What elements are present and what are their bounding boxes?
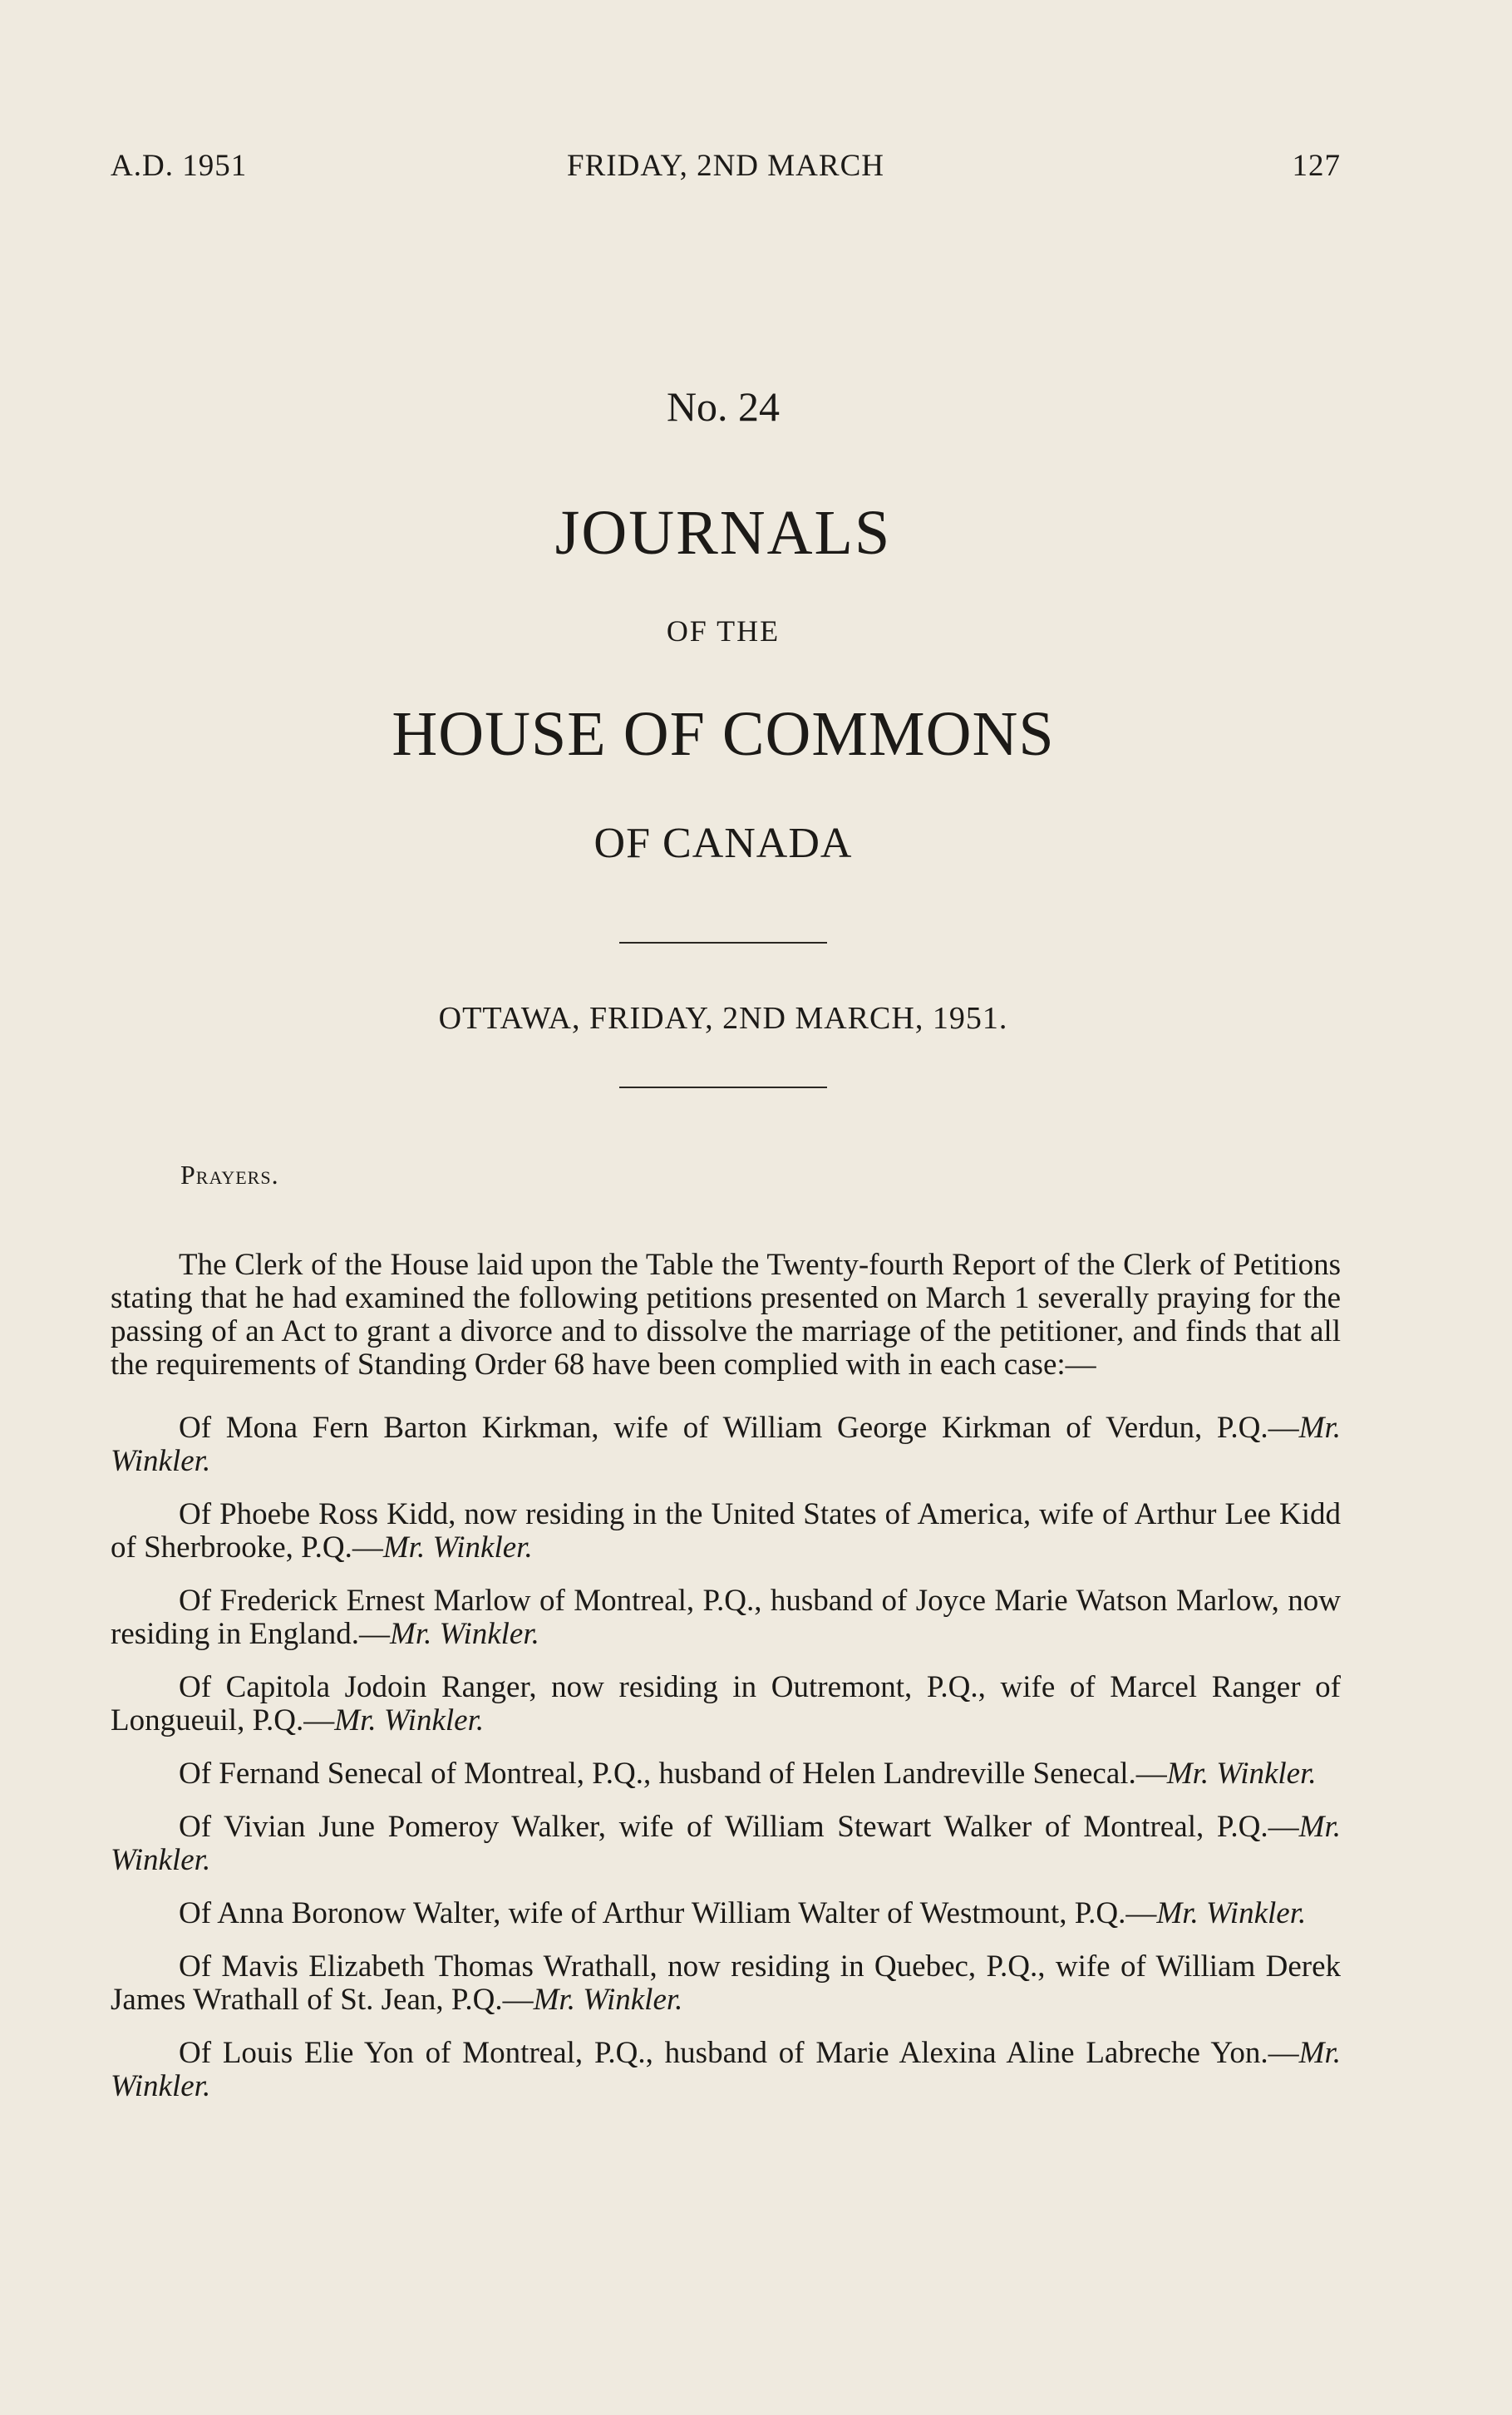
dateline: OTTAWA, FRIDAY, 2ND MARCH, 1951. <box>438 1001 1008 1036</box>
petition-member: Mr. Winkler. <box>1166 1757 1317 1791</box>
petition-entry <box>111 1897 1341 1930</box>
title-of-canada: OF CANADA <box>593 820 853 867</box>
title-journals: JOURNALS <box>554 498 892 568</box>
petition-text: Of Vivian June Pomeroy Walker, wife of William Stewart Walker of Montreal, P.Q.— <box>179 1810 1299 1844</box>
petition-entry <box>111 1585 1341 1651</box>
running-header <box>111 148 1341 190</box>
petition-entry <box>111 1811 1341 1877</box>
title-house-of-commons: HOUSE OF COMMONS <box>392 699 1055 769</box>
petition-text: Of Phoebe Ross Kidd, now residing in the United States of America, wife of Arthur Lee Kidd of Sherbrooke, P.Q.— <box>111 1497 1341 1565</box>
petition-text: Of Louis Elie Yon of Montreal, P.Q., husband of Marie Alexina Aline Labreche Yon.— <box>179 2036 1299 2070</box>
petition-text: Of Mona Fern Barton Kirkman, wife of William George Kirkman of Verdun, P.Q.— <box>179 1411 1299 1445</box>
petition-member: Mr. Winkler. <box>382 1530 533 1565</box>
petition-text: Of Capitola Jodoin Ranger, now residing in Outremont, P.Q., wife of Marcel Ranger of Longueuil, P.Q.— <box>111 1670 1341 1737</box>
header-year: A.D. 1951 <box>111 149 248 183</box>
petition-entry <box>111 1412 1341 1478</box>
petition-entry <box>111 1671 1341 1737</box>
issue-number: No. 24 <box>666 383 781 430</box>
petition-member: Mr. Winkler. <box>111 2036 1341 2103</box>
petition-member: Mr. Winkler. <box>111 1411 1341 1478</box>
prayers-heading: Prayers. <box>180 1160 279 1190</box>
petition-text: Of Frederick Ernest Marlow of Montreal, P.Q., husband of Joyce Marie Watson Marlow, now residing in England.— <box>111 1584 1341 1651</box>
intro-paragraph: The Clerk of the House laid upon the Table the Twenty-fourth Report of the Clerk of Petitions stating that he had examined the following petitions presented on March 1 severally praying for the passing of an Act to grant a divorce and to dissolve the marriage of the petitioner, and finds that all the requirements of Standing Order 68 have been complied with in each case:— <box>111 1248 1341 1382</box>
petition-entry <box>111 1757 1341 1791</box>
petition-text: Of Mavis Elizabeth Thomas Wrathall, now residing in Quebec, P.Q., wife of William Derek James Wrathall of St. Jean, P.Q.— <box>111 1949 1341 2017</box>
petition-member: Mr. Winkler. <box>390 1617 539 1651</box>
journal-body <box>111 1249 1341 2123</box>
page-number: 127 <box>1292 149 1341 183</box>
petition-entry <box>111 1950 1341 2017</box>
petition-member: Mr. Winkler. <box>111 1810 1341 1877</box>
petition-text: Of Anna Boronow Walter, wife of Arthur William Walter of Westmount, P.Q.— <box>179 1896 1157 1930</box>
petition-member: Mr. Winkler. <box>1156 1896 1307 1930</box>
petition-text: Of Fernand Senecal of Montreal, P.Q., husband of Helen Landreville Senecal.— <box>179 1757 1167 1791</box>
divider-rule <box>619 1087 827 1088</box>
divider-rule <box>619 942 827 944</box>
petition-entry <box>111 1498 1341 1565</box>
petition-member: Mr. Winkler. <box>533 1983 683 2017</box>
header-date: FRIDAY, 2ND MARCH <box>567 149 884 183</box>
petition-member: Mr. Winkler. <box>334 1703 485 1737</box>
title-of-the: OF THE <box>666 614 781 648</box>
petition-entry <box>111 2037 1341 2103</box>
